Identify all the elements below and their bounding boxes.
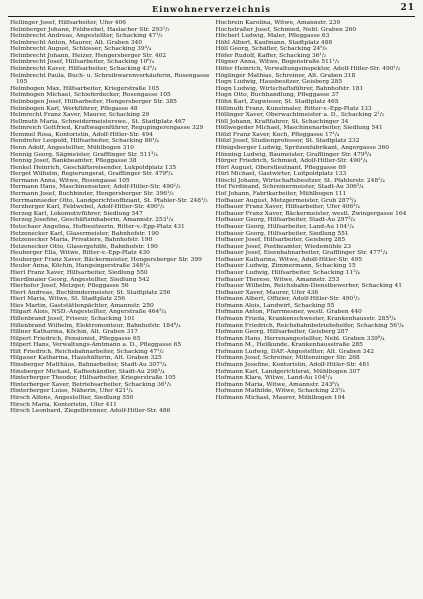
directory-entry: Hörger Friedrich, Schmied, Adolf-Hitler-Str. 490¹/₄: [215, 158, 368, 165]
directory-entry: Hofbauer Therese, Witwe, Amannstr. 253: [215, 276, 340, 283]
directory-entry: Hofbauer Josef, Postbeamter, Wiedemühle 23: [215, 243, 352, 250]
directory-entry: Hofmann Klara, Witwe, Land-Au 104¹/₄: [215, 375, 333, 382]
directory-columns: [10, 20, 415, 595]
directory-entry: Hierhofer Josef, Metzger, Pfleggasse 56: [10, 283, 129, 290]
directory-entry: Hinterberger Xaver, Betriebsarbeiter, Schacking 36¹/₂: [10, 381, 172, 388]
directory-entry: Hies Martin, Gaststättenpächter, Amannstr. 250: [10, 302, 154, 309]
directory-entry: Hönigsberger Ludwig, Spritzenfabrikant, Angergasse 360: [215, 144, 390, 151]
directory-entry: Hofmann Anton, Pfarrmesner, westl. Graben 440: [215, 309, 362, 316]
directory-entry: Helmbogen Karl, Werkführer, Pflegasse 48: [10, 105, 138, 112]
directory-entry: Hölzl Franz Xaver, Koch, Pfleggasse 17¹/₄: [215, 131, 340, 138]
directory-entry: Herrmannseder Otto, Landgerichtsoffiziant, St. Pfahler-Str. 248¹/₂: [10, 197, 208, 204]
directory-entry: Herzog Karl, Lokomotivführer, Siedlung 547: [10, 210, 143, 217]
directory-entry: Heuberger Ella, Witwe, Ritter-v.-Epp-Platz 430: [10, 250, 150, 257]
directory-entry: Hogn Ludwig, Hausbesitzer, Geisberg 285: [215, 79, 343, 86]
directory-entry: Hofbauer Ludwig, Zimmermann, Schacking 15: [215, 263, 356, 270]
directory-entry: Hof Ferdinand, Schreinermeister, Stadt-Au 306³/₄: [215, 184, 364, 191]
directory-entry: Hierl Franz Xaver, Hilfsarbeiter, Siedlung 550: [10, 269, 148, 276]
directory-entry: Helmbogen Michael, Schieferdecker, Rosengasse 105: [10, 92, 171, 99]
directory-entry: Hirsch Maria, Kontoristin, Ufer 411: [10, 401, 117, 408]
directory-entry: Höcherl Ludwig, Maler, Pfleggasse 63: [215, 33, 330, 40]
directory-entry: Hogn Ludwig, Wirtschaftsführer, Bahnhofstr. 181: [215, 85, 364, 92]
directory-entry: Hilt Friedrich, Reichsbahnarbeiter, Schacking 47¹/₂: [10, 348, 164, 355]
directory-entry: Helmbrecht August, Schlosser, Schacking 39³/₄: [10, 46, 152, 53]
directory-entry: Höll Georg, Schäfler, Schacking 24⁵/₈: [215, 46, 327, 53]
directory-entry: Helmbrecht Johann, Heizer, Hengersberger Str. 402: [10, 52, 167, 59]
directory-entry: Hemmel Rosa, Kontoristin, Adolf-Hitler-Str. 494: [10, 131, 153, 138]
directory-entry: Hetzenecker Maria, Privatiere, Bahnhofstr. 190: [10, 237, 153, 244]
directory-entry: Hellinger Josef, Hilfsarbeiter, Ufer 406: [10, 20, 127, 26]
directory-entry: Helmbrecht Paula, Buch- u. Schreibwarenverkäuferin, Rosengasse 105: [10, 72, 210, 86]
directory-entry: Höhn Karl, Zugwieser, St. Stadtplatz 465: [215, 98, 339, 105]
directory-entry: Hönning Ludwig, Baumeister, Grafflinger Str. 479⁸/₄: [215, 151, 372, 158]
right-column: [216, 20, 416, 595]
directory-entry: Hofmann Josef, Schreiner, Mittenzinger Str. 268: [215, 355, 360, 362]
directory-entry: Hilgauer Katharina, Haushälterin, Alt. Graben 325: [10, 355, 162, 362]
directory-entry: Höfer Heinrich, Verwaltungsinspektor, Adolf-Hitler-Str. 490¹/₂: [215, 66, 401, 73]
directory-entry: Hiert Andreas, Buchbindermeister, St. Stadtplatz 256: [10, 289, 171, 296]
directory-entry: Helmbrecht Josef, Hilfsarbeiter, Schacking 10⁸/₄: [10, 59, 155, 66]
directory-entry: Heuler Anna, Köchin, Hangsingerstraße 348¹/₄: [10, 263, 150, 270]
directory-entry: Hinterberger Luise, Näherin, Ufer 421¹/₄: [10, 388, 133, 395]
directory-entry: Helmbrecht Andreas, Angestellter, Schacking 47¹/₂: [10, 33, 163, 40]
directory-entry: Hellmuth Maria, Schneidermeisterswe., St. Stadtplatz 467: [10, 118, 186, 125]
directory-entry: Höhl Albert, Kaufmann, Stadtplatz 488: [215, 39, 333, 46]
directory-entry: Hennig Georg, Sägmeister, Grafflinger Str. 511³/₄: [10, 151, 158, 158]
directory-entry: Herget Wilhelm, Regierungsrat, Grafflinger Str. 479⁸/₄: [10, 171, 173, 178]
directory-entry: Hochstraßer Josef, Schmied, Nebl. Graben 260: [215, 26, 357, 33]
directory-entry: Herzog Josefine, Geschäftsinhaberin, Amannstr. 253¹/₄: [10, 217, 174, 224]
directory-entry: Hinterberger Theodor, Hilfsarbeiter, Kriegerstraße 105: [10, 375, 176, 382]
directory-entry: Högner Anna, Witwe, Bogenstraße 511¹/₂: [215, 59, 340, 66]
directory-entry: Henkel Heinrich, Geschäftsreisender, Lukpoldplatz 135: [10, 164, 177, 171]
directory-entry: Hofbauer Xaver, Maurer, Ufer 436: [215, 289, 319, 296]
directory-entry: Helmbrecht Anton, Maurer, Alt. Graben 340: [10, 39, 143, 46]
directory-entry: Hofmann Ludwig, DAF.-Angestellter, Alt. Graben 342: [215, 348, 375, 355]
directory-entry: Hirsch Alfons, Angestellter, Siedlung 550: [10, 394, 134, 401]
directory-entry: Höglinger Mathias, Schreiner, Alt. Graben 318: [215, 72, 356, 79]
directory-entry: Hetzenecker Karl, Glasermeister, Bahnhofstr. 190: [10, 230, 159, 237]
directory-entry: Helmberger Johann, Feldwebel, Haslacher Str. 293¹/₂: [10, 26, 170, 33]
directory-entry: Hennig Josef, Bankbeamter, Pfleggasse 38: [10, 158, 137, 165]
directory-entry: Hendrefer Leopold, Hilfsarbeiter, Schacking 86¹/₄: [10, 138, 159, 145]
directory-entry: Hofbauer Georg, Hilfsarbeiter, Siedlung 551: [215, 230, 349, 237]
directory-entry: Hilpert Friedrich, Pensionist, Pfleggasse 65: [10, 335, 141, 342]
directory-entry: Hofbauer August, Metzgermeister, Grub 287³/₄: [215, 197, 357, 204]
directory-entry: Hetschaer Angelina, Hofbesitzerin, Ritter-v.-Epp-Platz 431: [10, 223, 185, 230]
directory-entry: Hölzl Josef, Studienprofessor, St. Stadtplatz 232: [215, 138, 360, 145]
directory-entry: Hofbauer Franz Xaver, Hilfsarbeiter, Ufer 406³/₄: [215, 204, 360, 211]
directory-entry: Hörl Michael, Gastwirter, Luitpoldplatz 133: [215, 171, 347, 178]
directory-entry: Höfer Rudolf, Kaffer, Schacking 36¹/₂: [215, 52, 327, 59]
directory-entry: Hilgart Alois, NSD.-Angestellter, Angerstraße 464³/₄: [10, 309, 166, 316]
directory-entry: Hofbauer Ludwig, Hilfsarbeiter, Schacking 11⁵/₄: [215, 269, 360, 276]
left-column: [10, 20, 210, 595]
directory-entry: Hofmann Karl, Landgerichtsrat, Mühlbogen 307: [215, 368, 361, 375]
page-number: 21: [400, 3, 415, 13]
directory-entry: Hof Johann, Fabrikarbeiter, Mühlbogen 111: [215, 191, 347, 198]
directory-entry: Hilpert Hans, Verwaltungs-Amtmann a. D., Pfleggasse 65: [10, 342, 182, 349]
directory-entry: Hofbauer Josef, Hilfsarbeiter, Geisberg 285: [215, 237, 346, 244]
directory-entry: Höllwegeder Michael, Maschinenarbeiter, Siedlung 541: [215, 125, 383, 132]
directory-entry: Hofmann Albert, Offizier, Adolf-Hitler-Str. 490¹/₂: [215, 296, 360, 303]
directory-entry: Helmbrecht Kaver, Hilfsarbeiter, Schacking 43⁵/₄: [10, 66, 157, 73]
directory-entry: Hofbauer Josef, Eisenbahnarbeiter, Grafflinger Str. 477¹/₄: [215, 250, 388, 257]
directory-entry: Hofbauer Katharina, Witwe, Adolf-Hitler-Str. 495: [215, 256, 362, 263]
directory-entry: Helmbogen Josef, Hilfsarbeiter, Hengersberger Str. 385: [10, 98, 177, 105]
directory-entry: Helmbogen Max, Hilfsarbeiter, Kriegerstraße 105: [10, 85, 160, 92]
directory-entry: Hochrein Karolina, Witwe, Amannstr. 239: [215, 20, 341, 26]
directory-entry: Heuberger Franz Xaver, Bäckermeister, Hengersberger Str. 399: [10, 256, 202, 263]
directory-entry: Hirsch Leonhard, Ziegelbrenner, Adolf-Hitler-Str. 486: [10, 408, 171, 415]
directory-entry: Hofmann Michael, Maurer, Mühlbogen 104: [215, 394, 346, 401]
directory-entry: Hofbauer Georg, Hilfsarbeiter, Stadt-Au 297³/₄: [215, 217, 355, 224]
page-header: [8, 3, 415, 15]
directory-entry: Hinsberger Matthäus, Bahnarbeiter, Stadt-Au 307¹/₄: [10, 362, 167, 369]
page-title: Einwohnerverzeichnis: [152, 4, 271, 14]
directory-entry: Hofmann Frieda, Krankenschwester, Krankenhausstr. 285³/₄: [215, 316, 396, 323]
header-rule: [8, 16, 415, 17]
directory-entry: Hofmann Friedrich, Reichsbahnbetriebshelfer, Schacking 56¹/₄: [215, 322, 404, 329]
directory-entry: Höll Johann, Kraftfahrer, St. Schachinger 34: [215, 118, 349, 125]
directory-entry: Hermann Josef, Buchbinder, Hengersberger Str. 396¹/₂: [10, 191, 174, 198]
directory-entry: Hofmann Hans, Herrenangestellter, Nebl. Graben 339⁸/₄: [215, 335, 385, 342]
directory-entry: Hofbauer Georg, Hilfsarbeiter, Land-Au 104¹/₄: [215, 223, 354, 230]
directory-entry: Helmrecht Franz Xaver, Maurer, Schacking 29: [10, 112, 150, 119]
directory-entry: Hogn Otto, Buchhandlung, Pfleggasse 37: [215, 92, 339, 99]
directory-entry: Hofmann Georg, Hilfsarbeiter, Geisberg 287: [215, 329, 349, 336]
directory-entry: Herzberger Karl, Feldwebel, Adolf-Hitler-Str. 490¹/₂: [10, 204, 165, 211]
directory-entry: Hillenbrand Wilhelm, Elektromonteur, Bahnhofstr. 184⁸/₄: [10, 322, 181, 329]
directory-entry: Hierdlmaier Georg, Angestellter, Siedlung 542: [10, 276, 150, 283]
directory-entry: Hörl August, Oberstleutnant, Pfleggasse 69: [215, 164, 346, 171]
directory-entry: Höllinger Xaver, Oberwachtmeister a. D., Schacking 2¹/₂: [215, 112, 385, 119]
directory-entry: Hermann Hans, Maschinensetzer, Adolf-Hitler-Str. 490¹/₂: [10, 184, 181, 191]
directory-entry: Hofmann Alois, Landwirt, Schacking 55: [215, 302, 335, 309]
directory-entry: Hierl Maria, Witwe, St. Stadtplatz 256: [10, 296, 126, 303]
directory-entry: Hillenbrand Josef, Friseur, Schacking 101: [10, 316, 135, 323]
directory-entry: Henn Adolf, Angestellter, Mühlbogen 310: [10, 144, 134, 151]
directory-entry: Hofmann Mathilde, Witwe, Schacking 23²/₄: [215, 388, 345, 395]
directory-entry: Helmreich Gottfried, Kraftwagenführer, Regupingerengasse 329: [10, 125, 204, 132]
directory-entry: Hofmann Maria, Witwe, Amannstr. 243⁸/₄: [215, 381, 340, 388]
directory-entry: Hetzenecker Otto, Glasergehilfe, Bahnhofstr. 190: [10, 243, 158, 250]
directory-entry: Hinsberger Michael, Kaffeehändler, Stadt-Au 298⁵/₄: [10, 368, 165, 375]
directory-entry: Hermann Anna, Witwe, Rosengasse 105: [10, 177, 130, 184]
directory-entry: Hofmann M., Heilkunde, Krankenhausstraße 285: [215, 342, 363, 349]
directory-entry: Hofbauer Wilhelm, Reichsbahn-Dienstbewerber, Schacking 41: [215, 283, 402, 290]
directory-entry: Höschl Johann, Wirtschaftsbesitzer, St. Pfahlerstr. 248²/₄: [215, 177, 385, 184]
directory-entry: Hillner Katharina, Köchin, Alt. Graben 317: [10, 329, 138, 336]
directory-entry: Höllmuth Franz, Kunstmaler, Ritter-v.-Epp-Platz 133: [215, 105, 372, 112]
directory-entry: Hofmann Josefine, Kontoristin, Adolf-Hitler-Str. 481: [215, 362, 370, 369]
directory-entry: Hofbauer Franz Xaver, Bäckermeister, westl. Zwingergasse 164: [215, 210, 407, 217]
